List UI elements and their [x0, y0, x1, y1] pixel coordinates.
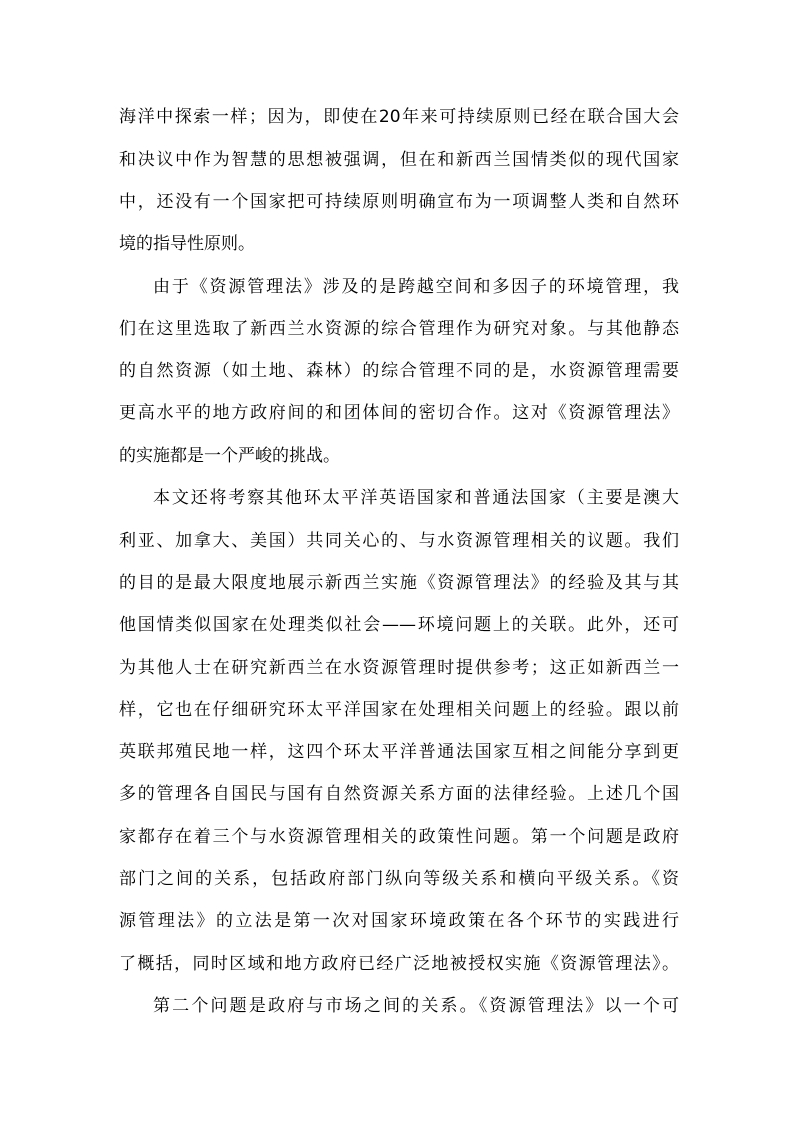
text-line: 的自然资源（如土地、森林）的综合管理不同的是，水资源管理需要: [119, 361, 679, 381]
text-line: 英联邦殖民地一样，这四个环太平洋普通法国家互相之间能分享到更: [119, 742, 679, 762]
text-line: 样，它也在仔细研究环太平洋国家在处理相关问题上的经验。跟以前: [119, 700, 679, 720]
text-line: 的实施都是一个严峻的挑战。: [119, 446, 340, 466]
text-line: 源管理法》的立法是第一次对国家环境政策在各个环节的实践进行: [119, 911, 679, 931]
text-line: 了概括，同时区域和地方政府已经广泛地被授权实施《资源管理法》。: [119, 954, 679, 974]
document-page: [119, 0, 679, 1123]
text-line: 更高水平的地方政府间的和团体间的密切合作。这对《资源管理法》: [119, 403, 679, 423]
paragraph-first-line: 第二个问题是政府与市场之间的关系。《资源管理法》以一个可: [153, 996, 679, 1016]
text-line: 部门之间的关系，包括政府部门纵向等级关系和横向平级关系。《资: [119, 869, 679, 889]
text-line: 利亚、加拿大、美国）共同关心的、与水资源管理相关的议题。我们: [119, 531, 679, 551]
text-line: 海洋中探索一样；因为，即使在20年来可持续原则已经在联合国大会: [119, 107, 679, 127]
text-line: 境的指导性原则。: [119, 234, 255, 254]
text-line: 和决议中作为智慧的思想被强调，但在和新西兰国情类似的现代国家: [119, 150, 679, 170]
text-line: 他国情类似国家在处理类似社会——环境问题上的关联。此外，还可: [119, 615, 679, 635]
text-line: 的目的是最大限度地展示新西兰实施《资源管理法》的经验及其与其: [119, 573, 679, 593]
paragraph-first-line: 本文还将考察其他环太平洋英语国家和普通法国家（主要是澳大: [153, 488, 679, 508]
paragraph-first-line: 由于《资源管理法》涉及的是跨越空间和多因子的环境管理，我: [153, 277, 679, 297]
text-line: 为其他人士在研究新西兰在水资源管理时提供参考；这正如新西兰一: [119, 658, 679, 678]
text-line: 家都存在着三个与水资源管理相关的政策性问题。第一个问题是政府: [119, 827, 679, 847]
text-line: 中，还没有一个国家把可持续原则明确宣布为一项调整人类和自然环: [119, 192, 679, 212]
text-line: 多的管理各自国民与国有自然资源关系方面的法律经验。上述几个国: [119, 784, 679, 804]
text-line: 们在这里选取了新西兰水资源的综合管理作为研究对象。与其他静态: [119, 319, 679, 339]
